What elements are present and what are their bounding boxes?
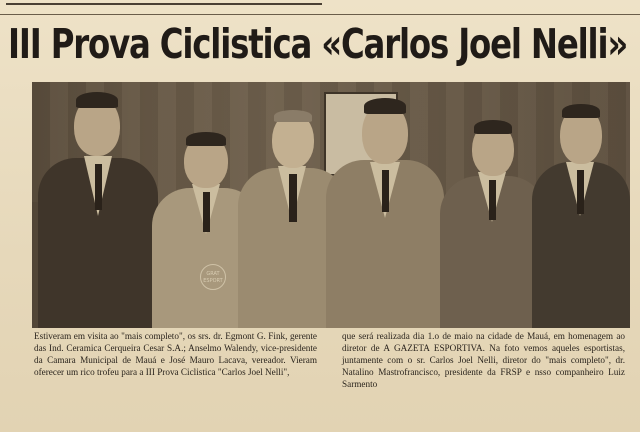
caption-column-2: que será realizada dia 1.o de maio na cidade de Mauá, em homenagem ao diretor de A GAZETA ESPORTIVA. Na foto vemos aqueles esportistas, juntamente com o sr. Carlos Joel Nelli, diretor do "mais completo", dr. Natalino Mastrofrancisco, presidente da FRSP e nsso companheiro Luiz Sarmento — [342, 331, 625, 389]
person-4 — [326, 100, 444, 328]
group-photo — [32, 82, 630, 328]
photo-credit-stamp: GRAT ESPORT — [200, 264, 226, 290]
person-6 — [532, 106, 630, 328]
caption-column-1: Estiveram em visita ao "mais completo", os srs. dr. Egmont G. Fink, gerente das Ind. Ceramica Cerqueira Cesar S.A.; Anselmo Walendy, vice-presidente da Camara Municipal de Mauá e José Mauro Lacava, vereador. Vieram oferecer um rico trofeu para a III Prova Ciclistica "Carlos Joel Nelli", — [34, 331, 317, 377]
person-5 — [440, 122, 546, 328]
top-strip — [0, 0, 640, 15]
top-rule — [6, 3, 322, 5]
person-1 — [38, 92, 158, 328]
headline: III Prova Ciclistica «Carlos Joel Nelli» — [8, 20, 628, 68]
